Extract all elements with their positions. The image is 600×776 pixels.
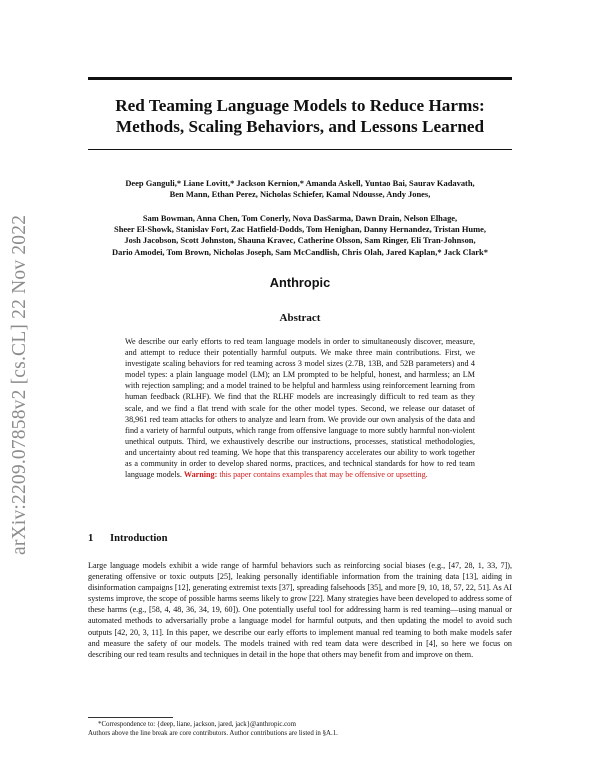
abstract-text: We describe our early efforts to red team language models in order to simultaneously discover, measure, and attempt to reduce their potentially harmful outputs. We make three main contributions. First, we investigate scaling behaviors for red teaming across 3 model sizes (2.7B, 13B, and 52B parameters) and 4 model types: a plain language model (LM); an LM prompted to be helpful, honest, and harmless; an LM with rejection sampling; and a model trained to be helpful and harmless using reinforcement learning from human feedback (RLHF). We find that the RLHF models are increasingly difficult to red team as they scale, and we find a flat trend with scale for the other model types. Second, we release our dataset of 38,961 red team attacks for others to analyze and learn from. We provide our own analysis of the data and find a variety of harmful outputs, which range from offensive language to more subtly harmful non-violent unethical outputs. Third, we exhaustively describe our instructions, processes, statistical methodologies, and uncertainty about red teaming. We hope that this transparency accelerates our ability to work together as a community in order to develop shared norms, practices, and technical standards for how to red team language models. bbox=[125, 337, 475, 480]
contributing-authors bbox=[88, 213, 512, 258]
abstract-body bbox=[125, 336, 475, 480]
warning-label: Warning: bbox=[183, 470, 218, 480]
author-line: Sheer El-Showk, Stanislav Fort, Zac Hatfield-Dodds, Tom Henighan, Danny Hernandez, Tristan Hume, bbox=[114, 224, 486, 235]
introduction-paragraph: Large language models exhibit a wide range of harmful behaviors such as reinforcing social biases (e.g., [47, 28, 1, 33, 7]), generating offensive or toxic outputs [25], leaking personally identifiable information from the training data [13], aiding in disinformation campaigns [12], generating extremist texts [37], spreading falsehoods [35], and more [9, 10, 18, 57, 22, 51]. As AI systems improve, the scope of possible harms seems likely to grow [22]. Many strategies have been developed to address some of these harms (e.g., [58, 4, 48, 36, 34, 19, 60]). One potentially useful tool for addressing harm is red teaming—using manual or automated methods to adversarially probe a language model for harmful outputs, and then updating the model to avoid such outputs [42, 20, 3, 11]. In this paper, we describe our early efforts to implement manual red teaming to both make models safer and measure the safety of our models. The models trained with red team data were described in [4], so here we focus on describing our red team results and techniques in detail in the hope that others may benefit from and improve on them. bbox=[88, 561, 512, 659]
footnote-contributions: Authors above the line break are core contributors. Author contributions are listed in §A.1. bbox=[88, 730, 338, 738]
footnote-correspondence: *Correspondence to: {deep, liane, jackson, jared, jack}@anthropic.com bbox=[98, 721, 296, 728]
author-line: Ben Mann, Ethan Perez, Nicholas Schiefer, Kamal Ndousse, Andy Jones, bbox=[169, 189, 431, 200]
warning-text: this paper contains examples that may be offensive or upsetting. bbox=[219, 470, 428, 480]
paper-title bbox=[88, 95, 512, 137]
section-heading-introduction bbox=[88, 533, 512, 544]
arxiv-identifier: arXiv:2209.07858v2 [cs.CL] 22 Nov 2022 bbox=[9, 214, 30, 555]
author-line: Deep Ganguli,* Liane Lovitt,* Jackson Kernion,* Amanda Askell, Yuntao Bai, Saurav Kadavath, bbox=[125, 178, 475, 188]
title-line: Methods, Scaling Behaviors, and Lessons Learned bbox=[115, 117, 485, 136]
title-line: Red Teaming Language Models to Reduce Harms: bbox=[115, 96, 485, 115]
author-line: Dario Amodei, Tom Brown, Nicholas Joseph, Sam McCandlish, Chris Olah, Jared Kaplan,* Jack Clark* bbox=[112, 246, 488, 257]
title-bottom-rule bbox=[88, 149, 512, 150]
abstract-heading: Abstract bbox=[279, 312, 321, 324]
core-authors bbox=[88, 178, 512, 200]
author-line: Josh Jacobson, Scott Johnston, Shauna Kravec, Catherine Olsson, Sam Ringer, Eli Tran-Johnson, bbox=[124, 235, 476, 246]
footnote-rule bbox=[88, 717, 173, 718]
section-title: Introduction bbox=[110, 533, 168, 544]
author-line: Sam Bowman, Anna Chen, Tom Conerly, Nova DasSarma, Dawn Drain, Nelson Elhage, bbox=[142, 213, 458, 223]
title-top-rule bbox=[88, 77, 512, 80]
affiliation: Anthropic bbox=[269, 275, 331, 290]
section-number: 1 bbox=[88, 533, 94, 544]
footnotes bbox=[88, 720, 512, 739]
